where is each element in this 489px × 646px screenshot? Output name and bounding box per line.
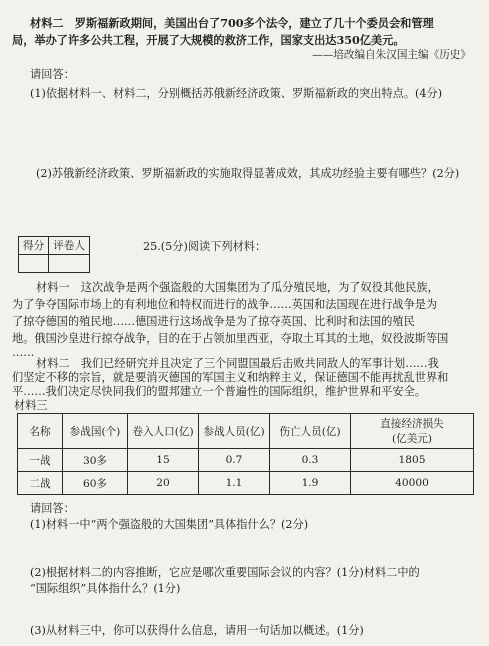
answer-prompt-1: 请回答： [30, 68, 75, 81]
material1-line3: 了掠夺德国的殖民地……德国进行这场战争是为了掠夺英国、比利时和法国的殖民 [12, 315, 415, 328]
question-1: (1)依据材料一、材料二，分别概括苏俄新经济政策、罗斯福新政的突出特点。(4分) [30, 87, 443, 100]
table-header-row [18, 414, 474, 449]
material2-top-source: ——培改编自朱汉国主编《历史》 [312, 49, 471, 61]
casualty-table [17, 413, 474, 495]
grader-label: 评卷人 [49, 237, 90, 255]
cell: 30多 [63, 449, 128, 472]
score-cell [19, 255, 49, 273]
material3-label: 材料三 [14, 399, 48, 412]
answer-prompt-2: 请回答： [30, 502, 75, 515]
cell: 二战 [18, 472, 63, 495]
cell: 40000 [351, 472, 474, 495]
col-countries: 参战国(个) [63, 414, 128, 449]
cell: 0.7 [199, 449, 270, 472]
cell: 15 [128, 449, 199, 472]
question-2: (2)苏俄新经济政策、罗斯福新政的实施取得显著成效，其成功经验主要有哪些？(2分) [36, 167, 460, 180]
table-row [18, 472, 474, 495]
cell: 1.9 [270, 472, 351, 495]
cell: 1805 [351, 449, 474, 472]
question-25-2-line2: “国际组织”具体指什么？(1分) [30, 582, 181, 595]
material2-top-line1: 材料二 罗斯福新政期间，美国出台了700多个法令，建立了几十个委员会和管理 [30, 16, 434, 30]
cell: 一战 [18, 449, 63, 472]
material2-line2: 们坚定不移的宗旨，就是要消灭德国的军国主义和纳粹主义，保证德国不能再扰乱世界和 [12, 371, 449, 384]
material1-line4: 地。俄国沙皇进行掠夺战争，目的在于占领加里西亚，夺取土耳其的土地，奴役波斯等国 [12, 332, 449, 345]
material1-line1: 材料一 这次战争是两个强盗般的大国集团为了瓜分殖民地，为了奴役其他民族， [36, 281, 439, 294]
score-table [18, 236, 90, 273]
material2-line3: 平……我们决定尽快同我们的盟邦建立一个普遍性的国际组织，维护世界和平安全。 [12, 385, 426, 398]
table-row [18, 449, 474, 472]
col-economic-loss-line2: (亿美元) [391, 433, 433, 445]
col-casualties: 伤亡人员(亿) [270, 414, 351, 449]
col-name: 名称 [18, 414, 63, 449]
question-25-1: (1)材料一中“两个强盗般的大国集团”具体指什么？(2分) [30, 518, 309, 531]
cell: 20 [128, 472, 199, 495]
cell: 1.1 [199, 472, 270, 495]
score-label: 得分 [19, 237, 49, 255]
cell: 60多 [63, 472, 128, 495]
col-combatants: 参战人员(亿) [199, 414, 270, 449]
col-economic-loss [351, 414, 474, 449]
cell: 0.3 [270, 449, 351, 472]
question-25-2-line1: (2)根据材料二的内容推断，它应是哪次重要国际会议的内容？(1分)材料二中的 [30, 566, 420, 579]
material2-line1: 材料二 我们已经研究并且决定了三个同盟国最后击败共同敌人的军事计划……我 [36, 357, 439, 370]
col-economic-loss-line1: 直接经济损失 [380, 418, 444, 430]
col-population: 卷入人口(亿) [128, 414, 199, 449]
material1-line5: …… [12, 346, 35, 359]
material1-line2: 为了争夺国际市场上的有利地位和特权而进行的战争……英国和法国现在进行战争是为 [12, 298, 438, 311]
question-25-3: (3)从材料三中，你可以获得什么信息，请用一句话加以概述。(1分) [30, 624, 364, 637]
grader-cell [49, 255, 90, 273]
question-25-intro: 25.(5分)阅读下列材料： [143, 240, 267, 253]
material2-top-line2: 局，举办了许多公共工程，开展了大规模的救济工作，国家支出达350亿美元。 [12, 33, 405, 47]
